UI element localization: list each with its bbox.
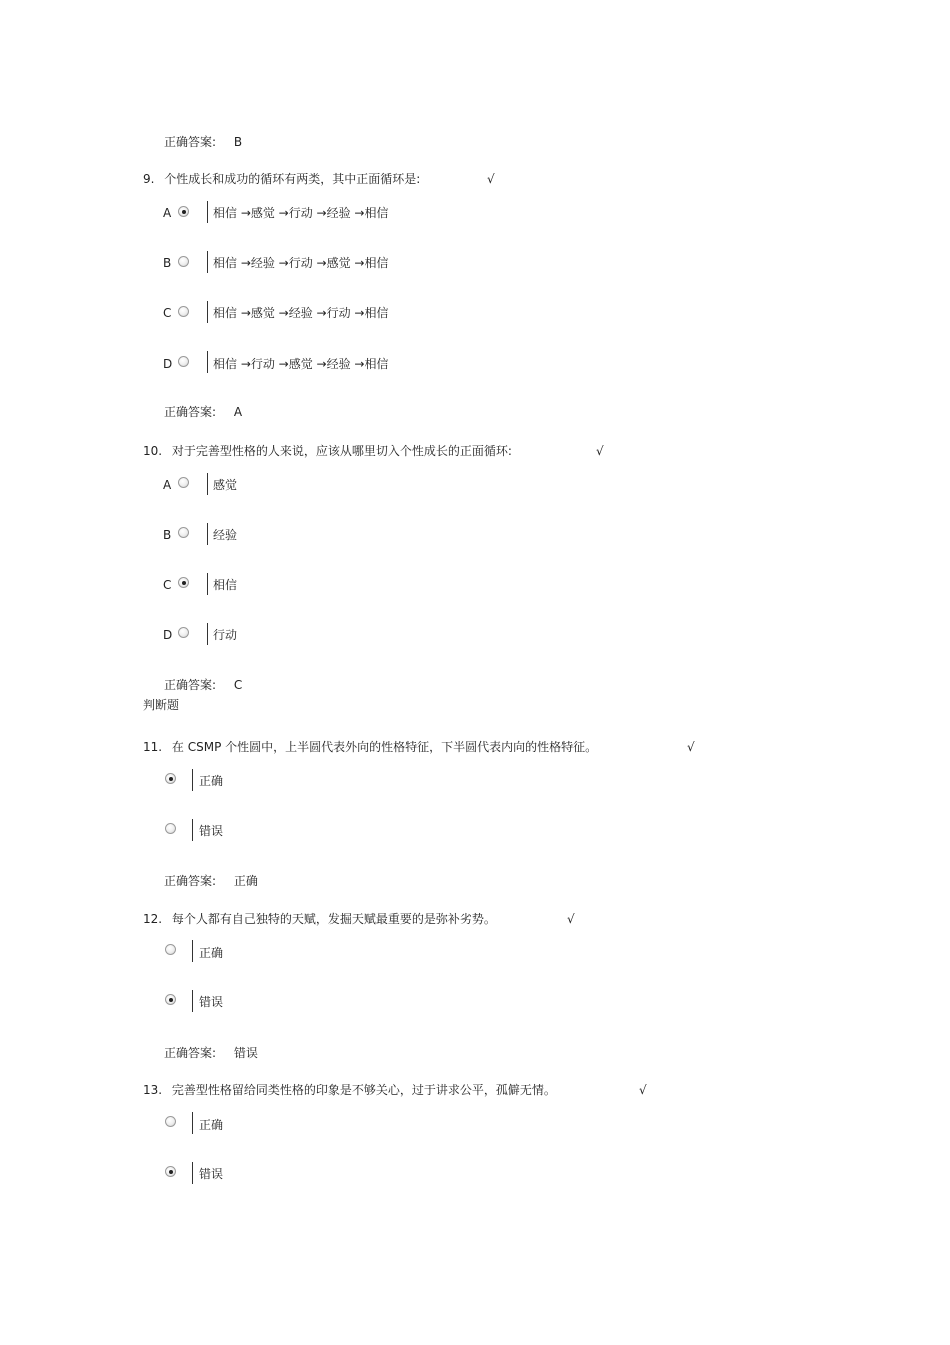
answer-label: 正确答案:	[164, 405, 217, 419]
question-text: 每个人都有自己独特的天赋，发掘天赋最重要的是弥补劣势。	[171, 912, 496, 926]
option-divider	[192, 1112, 193, 1134]
radio-button[interactable]	[165, 1116, 176, 1127]
option-divider	[207, 201, 208, 223]
question-number: 12.	[143, 912, 163, 926]
answer-line	[164, 405, 242, 419]
radio-button[interactable]	[165, 994, 176, 1005]
answer-label: 正确答案:	[164, 1046, 217, 1060]
option-divider	[192, 769, 193, 791]
option-letter: A	[163, 206, 172, 220]
question-text: 对于完善型性格的人来说，应该从哪里切入个性成长的正面循环:	[171, 444, 512, 458]
question-9	[143, 172, 420, 186]
option-letter: B	[163, 528, 172, 542]
answer-line	[164, 678, 242, 692]
radio-button[interactable]	[178, 356, 189, 367]
option-text: 正确	[199, 774, 224, 788]
option-text: 相信 →经验 →行动 →感觉 →相信	[213, 256, 389, 270]
question-10	[143, 444, 512, 458]
check-mark: √	[487, 172, 495, 186]
option-text: 相信 →行动 →感觉 →经验 →相信	[213, 357, 389, 371]
question-number: 11.	[143, 740, 163, 754]
radio-button[interactable]	[178, 527, 189, 538]
check-mark: √	[596, 444, 604, 458]
radio-button[interactable]	[178, 256, 189, 267]
answer-value: C	[233, 678, 243, 692]
option-text: 正确	[199, 946, 224, 960]
option-letter: C	[163, 578, 172, 592]
option-text: 相信	[213, 578, 238, 592]
radio-button[interactable]	[178, 306, 189, 317]
option-letter: C	[163, 306, 172, 320]
option-text: 正确	[199, 1118, 224, 1132]
option-letter: A	[163, 478, 172, 492]
answer-line	[164, 874, 258, 888]
question-12	[143, 912, 496, 926]
option-text: 相信 →感觉 →行动 →经验 →相信	[213, 206, 389, 220]
answer-value: A	[233, 405, 243, 419]
question-11	[143, 740, 597, 754]
option-divider	[207, 623, 208, 645]
radio-button[interactable]	[178, 577, 189, 588]
question-text: 个性成长和成功的循环有两类，其中正面循环是:	[164, 172, 421, 186]
option-text: 经验	[213, 528, 238, 542]
radio-button[interactable]	[165, 1166, 176, 1177]
option-text: 相信 →感觉 →经验 →行动 →相信	[213, 306, 389, 320]
option-letter: D	[163, 357, 173, 371]
option-letter: B	[163, 256, 172, 270]
radio-button[interactable]	[178, 206, 189, 217]
section-heading: 判断题	[143, 698, 180, 712]
check-mark: √	[567, 912, 575, 926]
option-divider	[207, 523, 208, 545]
option-divider	[192, 990, 193, 1012]
option-divider	[207, 473, 208, 495]
question-number: 9.	[143, 172, 155, 186]
question-13	[143, 1083, 556, 1097]
check-mark: √	[639, 1083, 647, 1097]
radio-button[interactable]	[165, 944, 176, 955]
answer-line	[164, 135, 242, 149]
radio-button[interactable]	[178, 477, 189, 488]
question-number: 13.	[143, 1083, 163, 1097]
answer-label: 正确答案:	[164, 135, 217, 149]
check-mark: √	[687, 740, 695, 754]
option-divider	[207, 251, 208, 273]
radio-button[interactable]	[178, 627, 189, 638]
option-text: 行动	[213, 628, 238, 642]
option-text: 错误	[199, 824, 224, 838]
option-text: 感觉	[213, 478, 238, 492]
option-divider	[207, 351, 208, 373]
question-text: 完善型性格留给同类性格的印象是不够关心，过于讲求公平，孤僻无情。	[171, 1083, 556, 1097]
option-divider	[192, 940, 193, 962]
option-divider	[207, 573, 208, 595]
question-text: 在 CSMP 个性圆中，上半圆代表外向的性格特征，下半圆代表内向的性格特征。	[171, 740, 598, 754]
answer-value: 正确	[233, 874, 258, 888]
answer-value: B	[233, 135, 243, 149]
answer-label: 正确答案:	[164, 678, 217, 692]
question-number: 10.	[143, 444, 163, 458]
option-text: 错误	[199, 1167, 224, 1181]
option-text: 错误	[199, 995, 224, 1009]
option-divider	[192, 1162, 193, 1184]
answer-value: 错误	[233, 1046, 258, 1060]
radio-button[interactable]	[165, 773, 176, 784]
option-divider	[207, 301, 208, 323]
answer-label: 正确答案:	[164, 874, 217, 888]
option-divider	[192, 819, 193, 841]
radio-button[interactable]	[165, 823, 176, 834]
option-letter: D	[163, 628, 173, 642]
answer-line	[164, 1046, 258, 1060]
